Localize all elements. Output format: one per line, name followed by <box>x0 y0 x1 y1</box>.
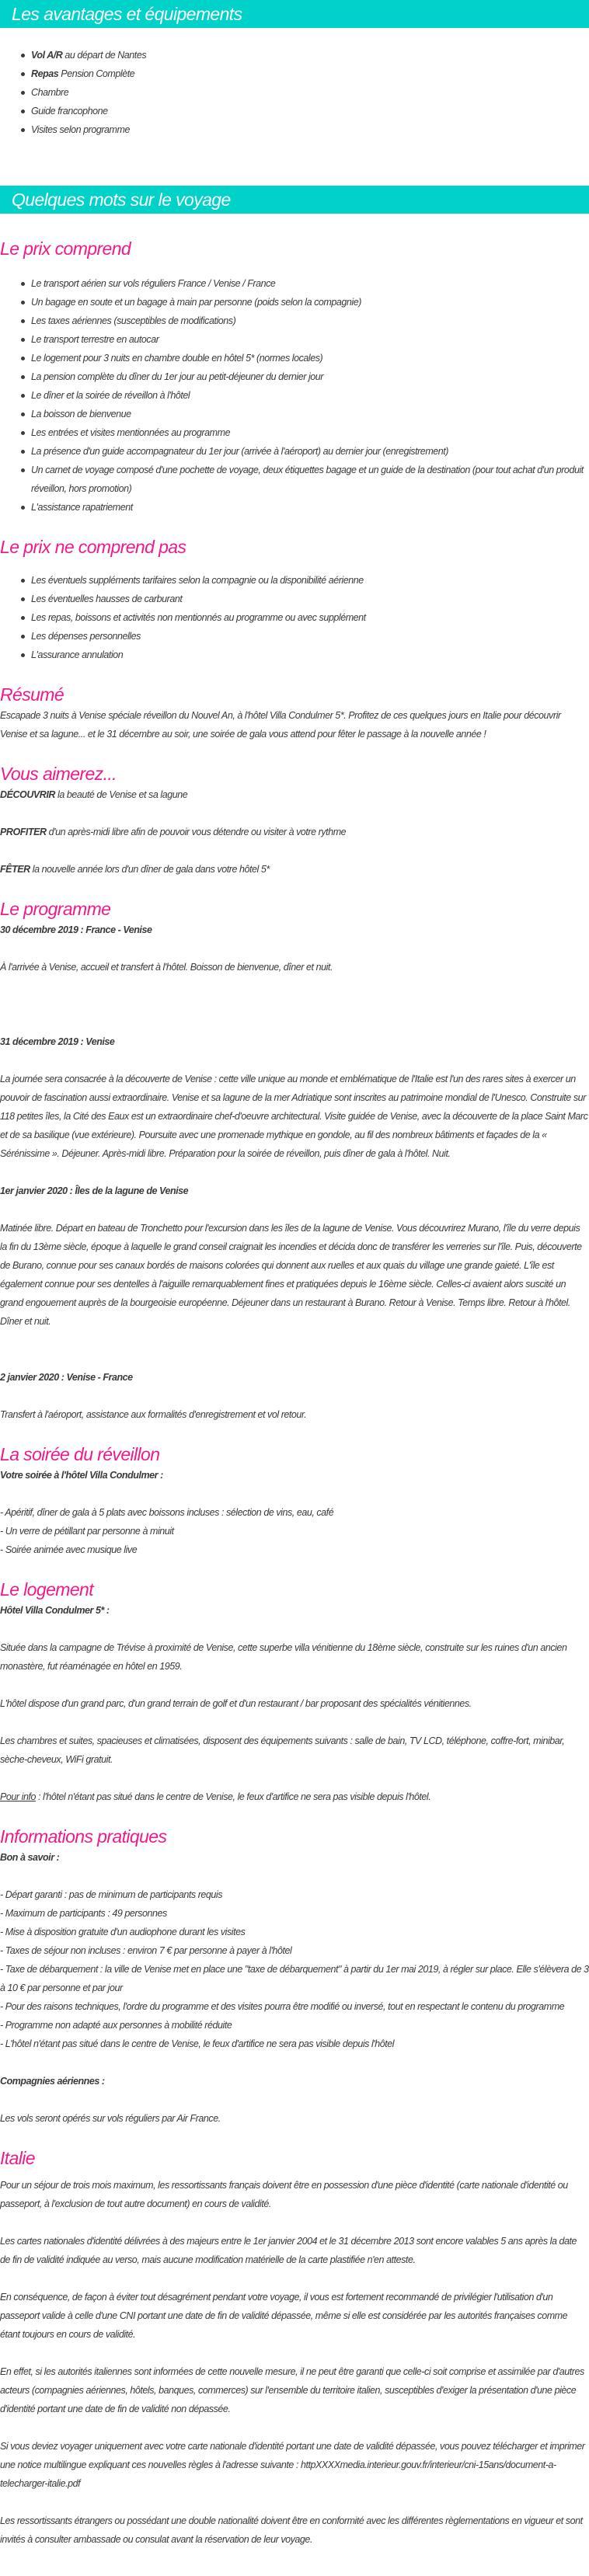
spacer <box>0 1331 589 1368</box>
info-line: - Programme non adapté aux personnes à mobilité réduite <box>0 2020 232 2031</box>
resume-text: Escapade 3 nuits à Venise spéciale réveillon du Nouvel An, à l'hôtel Villa Condulmer 5*. Profitez de ces quelques jours en Italie pour découvrir Venise et sa lagune... et le 31 décembre au soir, une soirée de gala vous attend pour fêter le passage à la nouvelle année ! <box>0 710 561 740</box>
section-header-avantages: Les avantages et équipements <box>0 0 589 28</box>
list-item: Un bagage en soute et un bagage à main par personne (poids selon la compagnie) <box>21 293 589 312</box>
info-line: - Mise à disposition gratuite d'un audiophone durant les visites <box>0 1927 246 1937</box>
logement-paragraph: Les chambres et suites, spacieuses et climatisées, disposent des équipements suivants : salle de bain, TV LCD, téléphone, coffre-fort, minibar, sèche-cheveux, WiFi gratuit. <box>0 1735 565 1765</box>
list-item: Le dîner et la soirée de réveillon à l'hôtel <box>21 386 589 405</box>
italie-paragraph: Si vous deviez voyager uniquement avec votre carte nationale d'identité portant une date de validité dépassée, vous pouvez télécharger et imprimer une notice multilingue expliquant ces nouvelles règles à l'adresse suivante : httpXXXXmedia.interieur.gouv.fr/interieur/cni-15ans/document-a-telecharger-italie.pdf <box>0 2441 585 2489</box>
list-item: La pension complète du dîner du 1er jour au petit-déjeuner du dernier jour <box>21 367 589 386</box>
spacer <box>0 2053 589 2072</box>
logement-info: Pour info : l'hôtel n'étant pas situé dans le centre de Venise, le feux d'artifice ne sera pas visible depuis l'hôtel. <box>0 1791 431 1802</box>
list-item: Visites selon programme <box>21 120 589 139</box>
info-line: - L'hôtel n'étant pas situé dans le centre de Venise, le feux d'artifice ne sera pas visible depuis l'hôtel <box>0 2038 395 2049</box>
day-heading: 31 décembre 2019 : Venise <box>0 1036 115 1047</box>
list-item: Un carnet de voyage composé d'une pochette de voyage, deux étiquettes bagage et un guide de la destination (pour tout achat d'un produit réveillon, hors promotion) <box>21 461 589 498</box>
item-bold: Repas <box>31 68 59 79</box>
list-item: Guide francophone <box>21 102 589 120</box>
day-heading: 1er janvier 2020 : Îles de la lagune de Venise <box>0 1185 189 1196</box>
heading-vous-aimerez: Vous aimerez... <box>0 764 117 784</box>
day-text: La journée sera consacrée à la découverte de Venise : cette ville unique au monde et emblématique de l'Italie est l'un des rares sites à exercer un pouvoir de fascination aussi extraordinaire. Venise et sa lagune de la mer Adriatique sont inscrites au patrimoine mondial de l'Unesco. Construite sur 118 petites îles, la Cité des Eaux est un extraordinaire chef-d'oeuvre architectural. Visite guidée de Venise, avec la découverte de la place Saint Marc et de sa basilique (vue extérieure). Poursuite avec une promenade mythique en gondole, au fil des nombreux bâtiments et façades de la « Sérénissime ». Déjeuner. Après-midi libre. Préparation pour la soirée de réveillon, puis dîner de gala à l'hôtel. Nuit. <box>0 1074 588 1159</box>
spacer <box>0 976 589 1032</box>
list-item: Les dépenses personnelles <box>21 627 589 646</box>
infos-subtitle: Bon à savoir : <box>0 1852 60 1863</box>
logement-subtitle: Hôtel Villa Condulmer 5* : <box>0 1605 110 1616</box>
list-item: La présence d'un guide accompagnateur du 1er jour (arrivée à l'aéroport) au dernier jour (enregistrement) <box>21 442 589 461</box>
list-item: Vol A/R au départ de Nantes <box>21 46 589 64</box>
italie-paragraph: Les ressortissants étrangers ou possédant une double nationalité doivent être en conformité avec les différentes règlementations en vigueur et sont invités à consulter ambassade ou consulat avant la réservation de leur voyage. <box>0 2515 583 2545</box>
list-item: Le transport terrestre en autocar <box>21 330 589 349</box>
day-heading: 30 décembre 2019 : France - Venise <box>0 924 152 935</box>
info-line: - Taxe de débarquement : la ville de Venise met en place une "taxe de débarquement" à partir du 1er mai 2019, à régler sur place. Elle s'élèvera de 3 à 10 € par personne et par jour <box>0 1964 589 1993</box>
aimerez-item: DÉCOUVRIR la beauté de Venise et sa lagune <box>0 789 188 800</box>
info-label: Pour info <box>0 1791 36 1802</box>
day-heading: 2 janvier 2020 : Venise - France <box>0 1372 133 1383</box>
italie-paragraph: En conséquence, de façon à éviter tout désagrément pendant votre voyage, il vous est fortement recommandé de privilégier l'utilisation d'un passeport valide à celle d'une CNI portant une date de fin de validité dépassée, même si elle est considérée par les autorités françaises comme étant toujours en cours de validité. <box>0 2292 568 2340</box>
info-line: - Taxes de séjour non incluses : environ 7 € par personne à payer à l'hôtel <box>0 1945 292 1956</box>
info-line: - Départ garanti : pas de minimum de participants requis <box>0 1889 223 1900</box>
prix-ne-comprend-pas-list <box>0 559 589 664</box>
list-item: Les taxes aériennes (susceptibles de modifications) <box>21 312 589 330</box>
list-item: Le transport aérien sur vols réguliers France / Venise / France <box>21 274 589 293</box>
heading-prix-comprend: Le prix comprend <box>0 238 131 259</box>
aimerez-item: FÊTER la nouvelle année lors d'un dîner de gala dans votre hôtel 5* <box>0 864 270 875</box>
heading-informations-pratiques: Informations pratiques <box>0 1826 167 1847</box>
info-line: - Pour des raisons techniques, l'ordre du programme et des visites pourra être modifié ou inversé, tout en respectant le contenu du programme <box>0 2001 565 2012</box>
heading-prix-ne-comprend-pas: Le prix ne comprend pas <box>0 537 186 557</box>
list-item: Le logement pour 3 nuits en chambre double en hôtel 5* (normes locales) <box>21 349 589 367</box>
italie-paragraph: Les cartes nationales d'identité délivrées à des majeurs entre le 1er janvier 2004 et le 31 décembre 2013 sont encore valables 5 ans après la date de fin de validité indiquée au verso, mais aucune modification matérielle de la carte plastifiée n'en atteste. <box>0 2236 577 2265</box>
logement-paragraph: L'hôtel dispose d'un grand parc, d'un grand terrain de golf et d'un restaurant / bar proposant des spécialités vénitiennes. <box>0 1698 472 1709</box>
item-bold: Vol A/R <box>31 50 63 61</box>
list-item: L'assistance rapatriement <box>21 498 589 517</box>
heading-italie: Italie <box>0 2148 35 2168</box>
day-text: À l'arrivée à Venise, accueil et transfert à l'hôtel. Boisson de bienvenue, dîner et nuit. <box>0 962 333 973</box>
section-header-voyage: Quelques mots sur le voyage <box>0 186 589 214</box>
italie-paragraph: En effet, si les autorités italiennes sont informées de cette nouvelle mesure, il ne peut être garanti que celle-ci soit comprise et assimilée par d'autres acteurs (compagnies aériennes, hôtels, banques, commerces) sur l'ensemble du territoire italien, susceptibles d'exiger la présentation d'une pièce d'identité portant une date de fin de validité non dépassée. <box>0 2366 584 2414</box>
list-item: La boisson de bienvenue <box>21 405 589 423</box>
heading-resume: Résumé <box>0 684 64 705</box>
logement-paragraph: Située dans la campagne de Trévise à proximité de Venise, cette superbe villa vénitienne du 18ème siècle, construite sur les ruines d'un ancien monastère, fut réaménagée en hôtel en 1959. <box>0 1642 567 1672</box>
prix-comprend-list <box>0 260 589 517</box>
soiree-line: - Soirée animée avec musique live <box>0 1544 138 1555</box>
day-text: Transfert à l'aéroport, assistance aux formalités d'enregistrement et vol retour. <box>0 1409 307 1420</box>
list-item: L'assurance annulation <box>21 646 589 664</box>
heading-logement: Le logement <box>0 1579 93 1600</box>
soiree-line: - Apéritif, dîner de gala à 5 plats avec boissons incluses : sélection de vins, eau, café <box>0 1507 334 1518</box>
airlines-label: Compagnies aériennes : <box>0 2076 105 2087</box>
list-item: Les repas, boissons et activités non mentionnés au programme ou avec supplément <box>21 608 589 627</box>
list-item: Les éventuelles hausses de carburant <box>21 590 589 608</box>
airlines-text: Les vols seront opérés sur vols réguliers par Air France. <box>0 2113 221 2124</box>
italie-paragraph: Pour un séjour de trois mois maximum, les ressortissants français doivent être en possession d'une pièce d'identité (carte nationale d'identité ou passeport, à l'exclusion de tout autre document) en cours de validité. <box>0 2180 568 2209</box>
soiree-subtitle: Votre soirée à l'hôtel Villa Condulmer : <box>0 1470 163 1481</box>
day-text: Matinée libre. Départ en bateau de Tronchetto pour l'excursion dans les îles de la lagune de Venise. Vous découvrirez Murano, l'île du verre depuis la fin du 13ème siècle, époque à laquelle le grand conseil craignait les incendies et décida donc de transférer les verreries sur l'île. Puis, découverte de Burano, connue pour ses canaux bordés de maisons colorées qui donnent aux ruelles et aux quais du village une grande gaieté. L'île est également connue pour ses dentelles à l'aiguille remarquablement fines et pratiquées depuis le 16ème siècle. Celles-ci avaient alors suscité un grand engouement auprès de la bourgeoisie européenne. Déjeuner dans un restaurant à Burano. Retour à Venise. Temps libre. Retour à l'hôtel. Dîner et nuit. <box>0 1223 582 1327</box>
info-line: - Maximum de participants : 49 personnes <box>0 1908 167 1919</box>
list-item: Les entrées et visites mentionnées au programme <box>21 423 589 442</box>
avantages-list <box>0 28 589 139</box>
soiree-line: - Un verre de pétillant par personne à minuit <box>0 1526 174 1537</box>
heading-soiree: La soirée du réveillon <box>0 1444 160 1464</box>
list-item: Les éventuels suppléments tarifaires selon la compagnie ou la disponibilité aérienne <box>21 571 589 590</box>
list-item: Repas Pension Complète <box>21 64 589 83</box>
list-item: Chambre <box>21 83 589 102</box>
aimerez-item: PROFITER d'un après-midi libre afin de pouvoir vous détendre ou visiter à votre rythme <box>0 827 347 837</box>
heading-programme: Le programme <box>0 899 111 919</box>
